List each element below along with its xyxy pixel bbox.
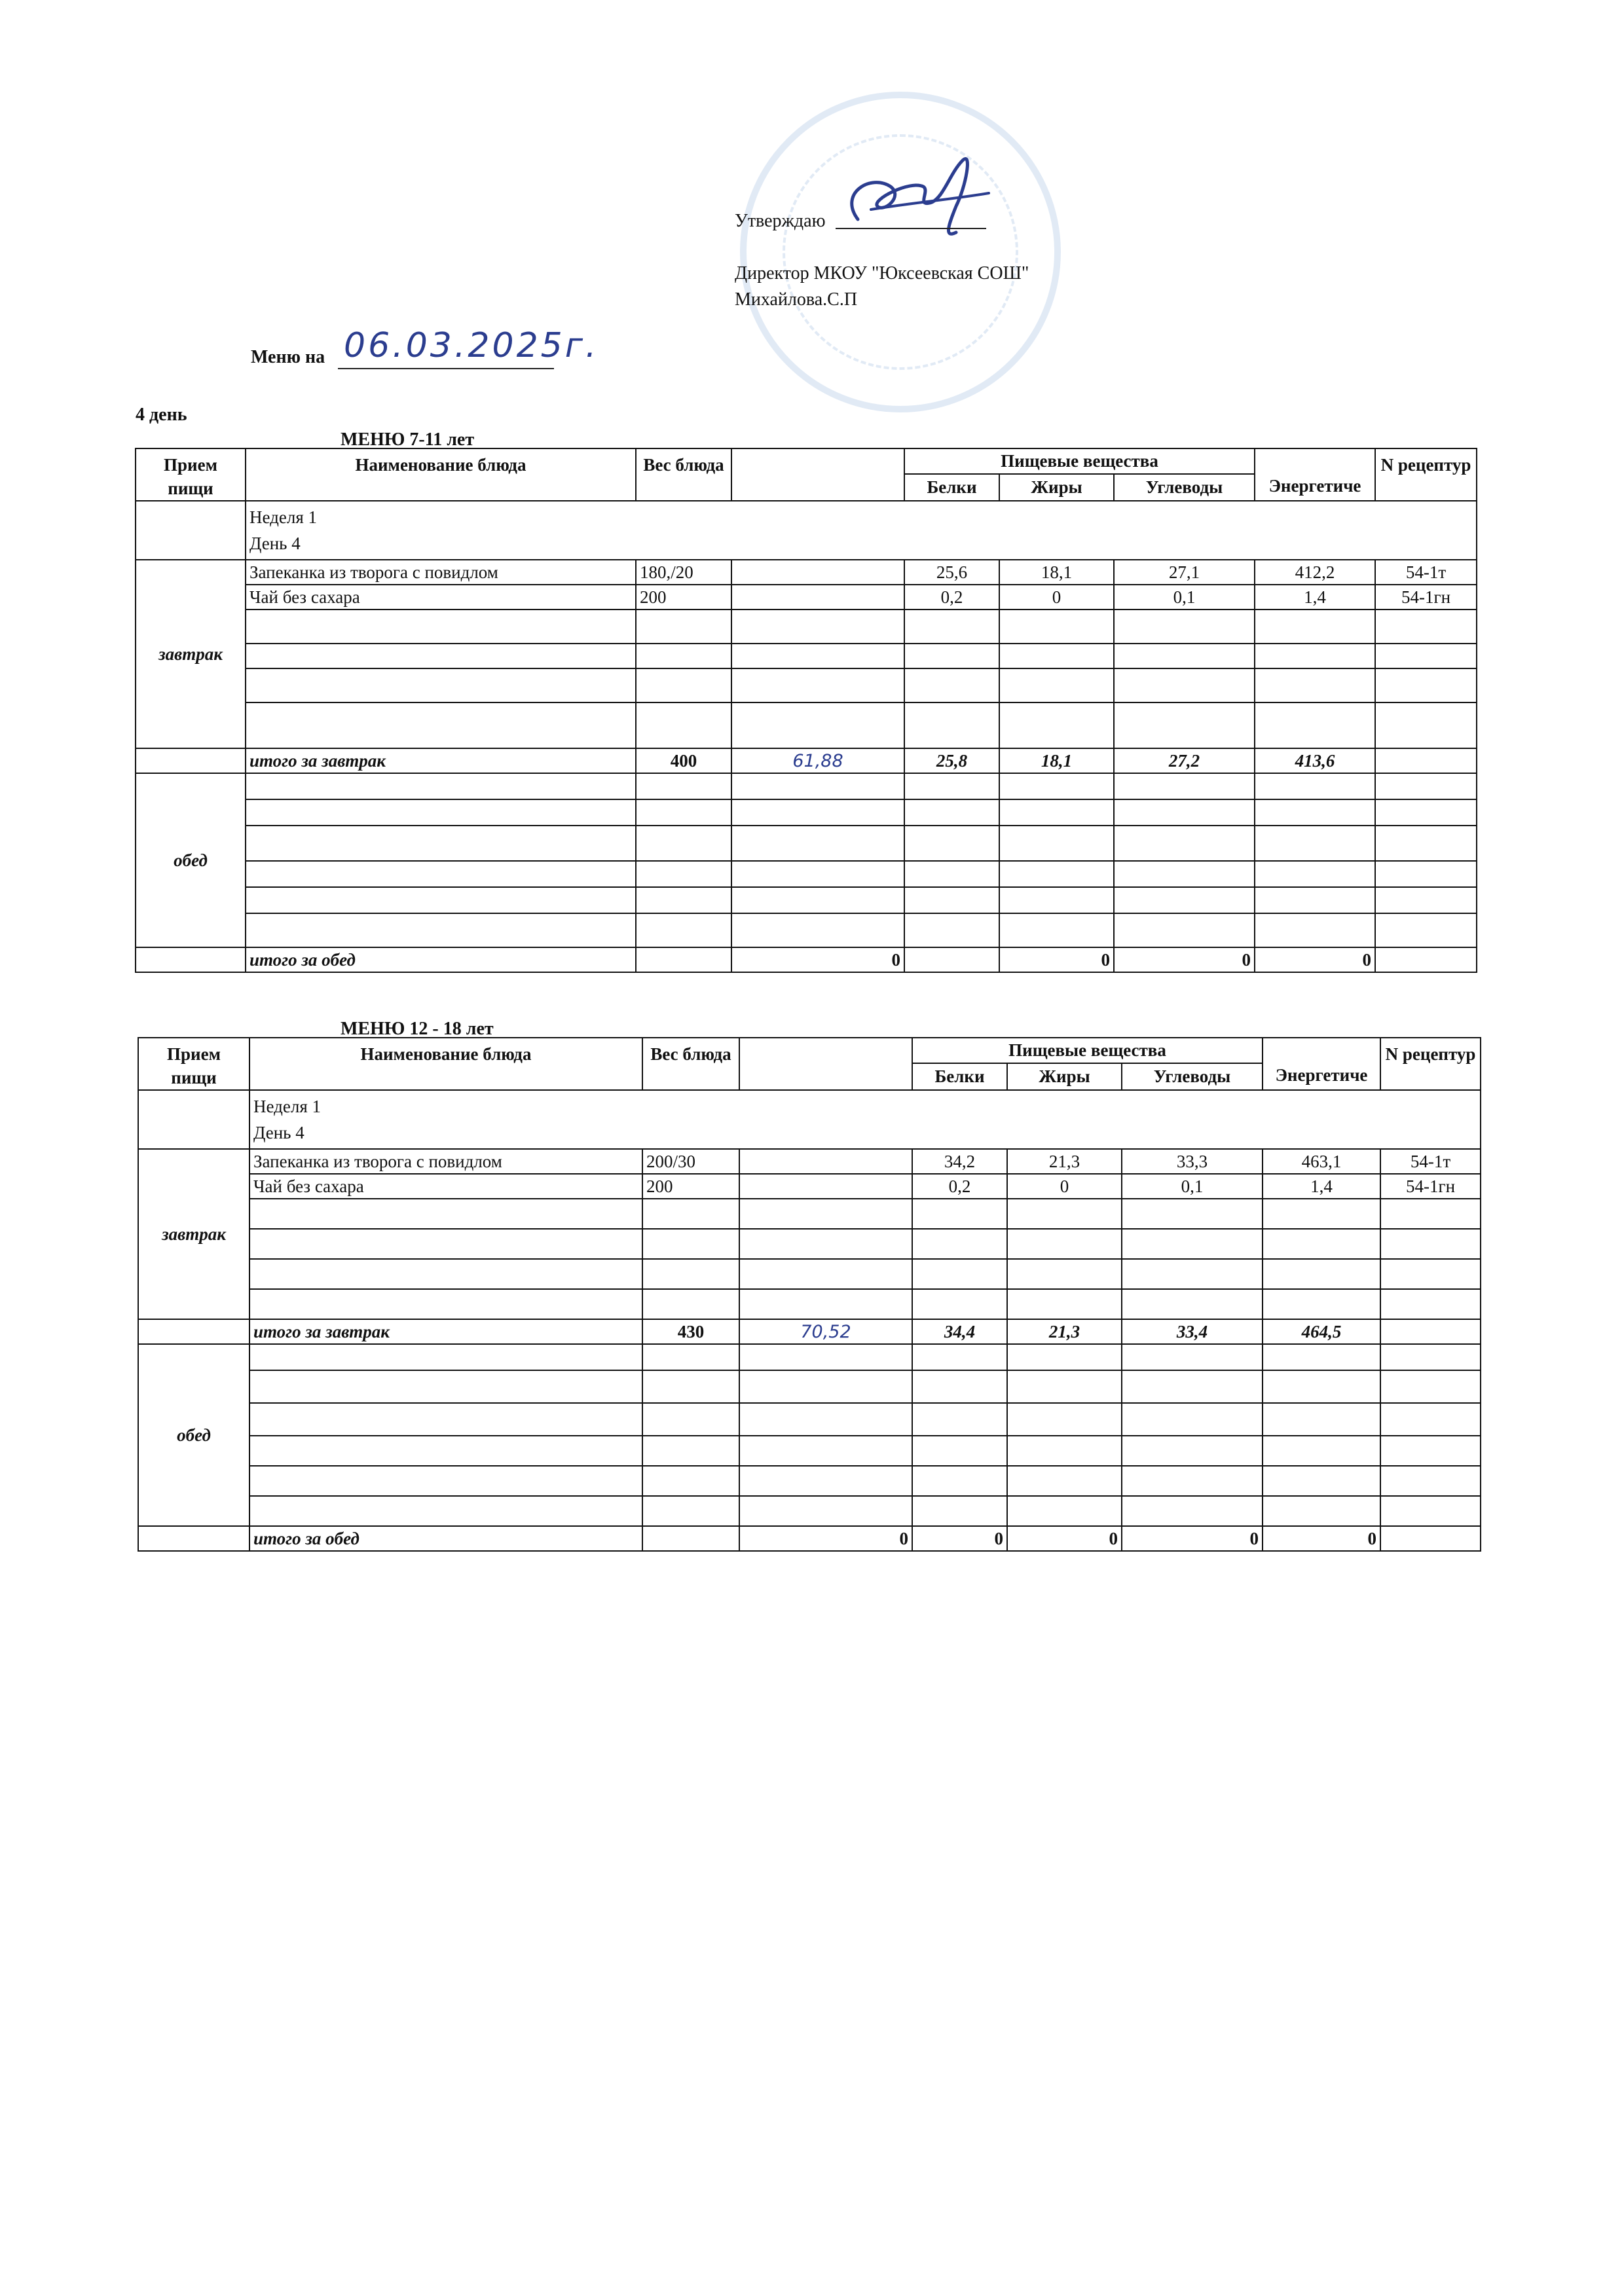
week-label: Неделя 1 [253, 1097, 321, 1116]
empty-row [136, 913, 1477, 947]
empty-row [138, 1466, 1481, 1496]
signature-line [836, 228, 986, 229]
menu-table [135, 448, 1477, 973]
lunch-total-row [136, 947, 1477, 972]
meal-lunch: обед [138, 1344, 249, 1526]
meal-breakfast: завтрак [136, 560, 246, 748]
empty-row [138, 1403, 1481, 1436]
director-title: Директор МКОУ "Юксеевская СОШ" [735, 263, 1029, 283]
meal-lunch: обед [136, 773, 246, 947]
total-energy: 0 [1255, 947, 1375, 972]
header-price [739, 1038, 912, 1090]
total-price: 0 [739, 1526, 912, 1551]
recipe-value: 54-1гн [1380, 1174, 1481, 1199]
total-price: 0 [731, 947, 904, 972]
day-label: 4 день [136, 405, 187, 425]
recipe-value: 54-1т [1380, 1149, 1481, 1174]
header-weight: Вес блюда [642, 1038, 739, 1090]
empty-row [138, 1370, 1481, 1403]
total-protein: 25,8 [904, 748, 999, 773]
total-label: итого за обед [249, 1526, 642, 1551]
breakfast-total-row [138, 1319, 1481, 1344]
empty-row [136, 887, 1477, 913]
carbs-value: 33,3 [1122, 1149, 1263, 1174]
empty-row [136, 773, 1477, 799]
carbs-value: 0,1 [1114, 585, 1255, 610]
header-energy: Энергетиче [1255, 448, 1375, 501]
energy-value: 412,2 [1255, 560, 1375, 585]
total-carbs: 33,4 [1122, 1319, 1263, 1344]
header-carbs: Углеводы [1122, 1063, 1263, 1090]
meal-breakfast: завтрак [138, 1149, 249, 1319]
table-row [136, 585, 1477, 610]
energy-value: 1,4 [1263, 1174, 1380, 1199]
fat-value: 18,1 [999, 560, 1114, 585]
total-price-handwritten: 61,88 [731, 748, 904, 773]
header-carbs: Углеводы [1114, 474, 1255, 501]
protein-value: 0,2 [904, 585, 999, 610]
recipe-value: 54-1гн [1375, 585, 1477, 610]
empty-row [136, 644, 1477, 668]
header-price [731, 448, 904, 501]
dish-name: Чай без сахара [246, 585, 636, 610]
day-of-week-label: День 4 [249, 534, 301, 553]
total-protein: 0 [912, 1526, 1007, 1551]
header-fat: Жиры [999, 474, 1114, 501]
dish-name: Запеканка из творога с повидлом [249, 1149, 642, 1174]
header-weight: Вес блюда [636, 448, 731, 501]
empty-row [138, 1436, 1481, 1466]
menu-date-label: Меню на [251, 347, 325, 367]
breakfast-total-row [136, 748, 1477, 773]
protein-value: 34,2 [912, 1149, 1007, 1174]
table-title: МЕНЮ 12 - 18 лет [341, 1019, 494, 1039]
fat-value: 0 [1007, 1174, 1122, 1199]
header-meal: Прием пищи [136, 448, 246, 501]
dish-name: Чай без сахара [249, 1174, 642, 1199]
empty-row [138, 1496, 1481, 1526]
total-fat: 18,1 [999, 748, 1114, 773]
header-dish: Наименование блюда [249, 1038, 642, 1090]
empty-row [136, 668, 1477, 702]
table-row [138, 1149, 1481, 1174]
director-name: Михайлова.С.П [735, 289, 858, 310]
total-protein: 34,4 [912, 1319, 1007, 1344]
energy-value: 463,1 [1263, 1149, 1380, 1174]
week-label: Неделя 1 [249, 507, 317, 527]
header-nutrients: Пищевые вещества [904, 448, 1255, 474]
total-label: итого за завтрак [249, 1319, 642, 1344]
protein-value: 25,6 [904, 560, 999, 585]
header-meal: Прием пищи [138, 1038, 249, 1090]
empty-row [136, 610, 1477, 644]
date-line [338, 368, 554, 369]
official-stamp [740, 92, 1061, 412]
empty-row [138, 1344, 1481, 1370]
header-protein: Белки [912, 1063, 1007, 1090]
dish-weight: 200 [636, 585, 731, 610]
protein-value: 0,2 [912, 1174, 1007, 1199]
energy-value: 1,4 [1255, 585, 1375, 610]
total-carbs: 0 [1122, 1526, 1263, 1551]
total-carbs: 27,2 [1114, 748, 1255, 773]
total-carbs: 0 [1114, 947, 1255, 972]
table-row [136, 560, 1477, 585]
total-fat: 0 [1007, 1526, 1122, 1551]
director-signature [832, 147, 1002, 246]
header-nutrients: Пищевые вещества [912, 1038, 1263, 1063]
total-price-handwritten: 70,52 [739, 1319, 912, 1344]
table-row [138, 1174, 1481, 1199]
total-weight: 400 [636, 748, 731, 773]
recipe-value: 54-1т [1375, 560, 1477, 585]
header-dish: Наименование блюда [246, 448, 636, 501]
total-energy: 464,5 [1263, 1319, 1380, 1344]
empty-row [138, 1199, 1481, 1229]
week-day-cell [246, 501, 1477, 560]
dish-weight: 180,/20 [636, 560, 731, 585]
total-energy: 0 [1263, 1526, 1380, 1551]
dish-weight: 200/30 [642, 1149, 739, 1174]
dish-weight: 200 [642, 1174, 739, 1199]
empty-row [138, 1259, 1481, 1289]
empty-row [138, 1289, 1481, 1319]
header-fat: Жиры [1007, 1063, 1122, 1090]
total-label: итого за обед [246, 947, 636, 972]
day-of-week-label: День 4 [253, 1123, 304, 1142]
total-energy: 413,6 [1255, 748, 1375, 773]
table-title: МЕНЮ 7-11 лет [341, 429, 475, 450]
empty-row [136, 861, 1477, 887]
total-weight: 430 [642, 1319, 739, 1344]
lunch-total-row [138, 1526, 1481, 1551]
header-energy: Энергетиче [1263, 1038, 1380, 1090]
carbs-value: 0,1 [1122, 1174, 1263, 1199]
empty-row [136, 702, 1477, 748]
empty-row [136, 826, 1477, 861]
menu-table [138, 1037, 1481, 1552]
total-label: итого за завтрак [246, 748, 636, 773]
dish-name: Запеканка из творога с повидлом [246, 560, 636, 585]
week-day-cell [249, 1090, 1481, 1149]
fat-value: 0 [999, 585, 1114, 610]
empty-row [136, 799, 1477, 826]
header-recipe: N рецептур [1375, 448, 1477, 501]
empty-row [138, 1229, 1481, 1259]
carbs-value: 27,1 [1114, 560, 1255, 585]
menu-date-handwritten: 06.03.2025г. [344, 326, 599, 365]
header-recipe: N рецептур [1380, 1038, 1481, 1090]
fat-value: 21,3 [1007, 1149, 1122, 1174]
header-protein: Белки [904, 474, 999, 501]
approve-label: Утверждаю [735, 211, 826, 231]
total-fat: 21,3 [1007, 1319, 1122, 1344]
total-fat: 0 [999, 947, 1114, 972]
